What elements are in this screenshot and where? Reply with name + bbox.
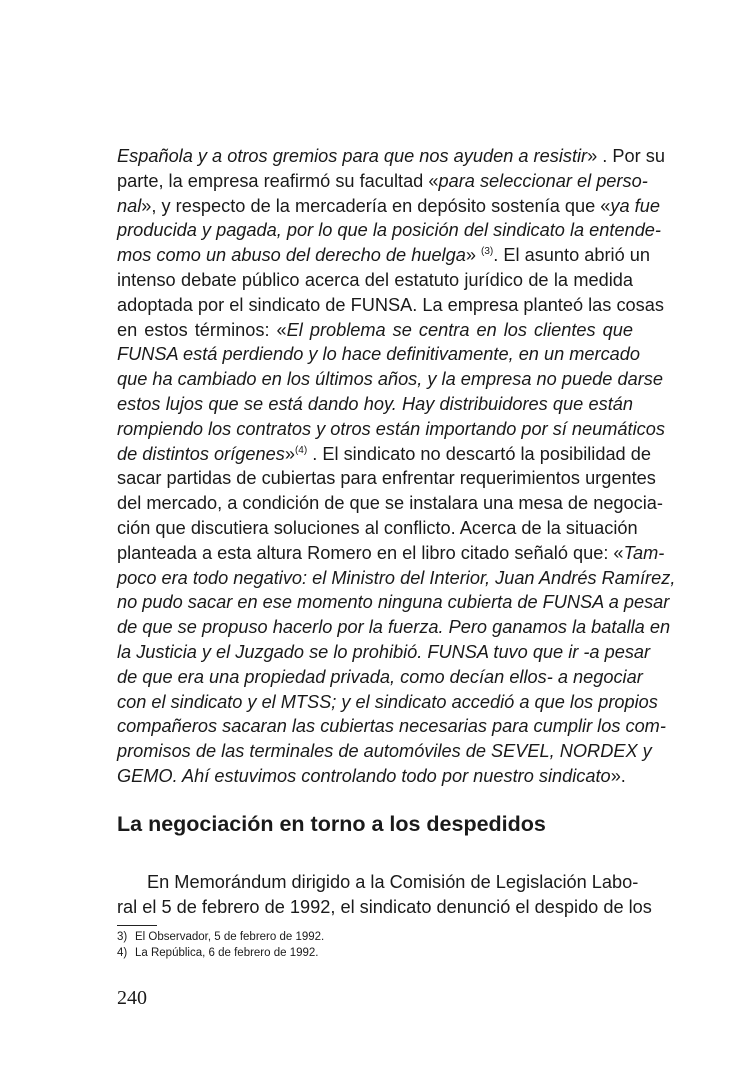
quoted-text: promisos de las terminales de automóviles de SEVEL, NORDEX y: [117, 741, 652, 762]
text-segment: »: [284, 443, 295, 464]
text-segment: . El sindicato no descartó la posibilidad de: [307, 443, 651, 464]
quoted-text: de que era una propiedad privada, como decían ellos- a negociar: [117, 666, 643, 687]
quoted-text: de que se propuso hacerlo por la fuerza. Pero ganamos la batalla en: [117, 617, 671, 638]
quoted-text: nal: [117, 195, 142, 216]
quoted-text: FUNSA está perdiendo y lo hace definitivamente, en un mercado: [117, 344, 641, 365]
text-segment: . El asunto abrió un: [493, 245, 650, 266]
text-segment: del mercado, a condición de que se instalara una mesa de negocia-: [117, 493, 663, 514]
text-line: ral el 5 de febrero de 1992, el sindicato denunció el despido de los: [117, 896, 652, 917]
quoted-text: El problema se centra en los clientes que: [286, 319, 633, 340]
quoted-text: rompiendo los contratos y otros están importando por sí neumáticos: [117, 418, 665, 439]
text-line: [117, 690, 658, 715]
quoted-text: Española y a otros gremios para que nos ayuden a resistir: [117, 146, 588, 166]
text-line: [117, 714, 666, 739]
quoted-text: no pudo sacar en ese momento ninguna cubierta de FUNSA a pesar: [117, 592, 670, 613]
quoted-text: ya fue: [610, 195, 660, 216]
text-segment: planteada a esta altura Romero en el libro citado señaló que: «: [117, 542, 624, 563]
page-number: 240: [117, 987, 147, 1009]
text-segment: en estos términos: «: [117, 319, 287, 340]
text-segment: »: [465, 245, 482, 266]
text-line: [117, 293, 664, 318]
text-segment: ».: [610, 765, 626, 786]
quoted-text: la Justicia y el Juzgado se lo prohibió. FUNSA tuvo que ir -a pesar: [117, 641, 651, 662]
text-line: [117, 541, 665, 566]
quoted-text: mos como un abuso del derecho de huelga: [117, 245, 466, 266]
quoted-text: de distintos orígenes: [117, 443, 285, 464]
quoted-text: producida y pagada, por lo que la posición del sindicato la entende-: [117, 220, 661, 241]
quoted-text: GEMO. Ahí estuvimos controlando todo por nuestro sindicato: [117, 765, 611, 786]
text-line: [117, 466, 656, 491]
text-segment: » . Por su: [587, 146, 665, 166]
text-line: [117, 640, 651, 665]
text-line: [117, 442, 651, 467]
text-line: [117, 516, 638, 541]
footnote-number: 3): [117, 931, 128, 943]
text-line: [117, 590, 670, 615]
text-line: [117, 417, 665, 442]
text-segment: sacar partidas de cubiertas para enfrentar requerimientos urgentes: [117, 468, 656, 489]
section-heading: La negociación en torno a los despedidos: [117, 812, 546, 836]
text-line: [117, 764, 633, 789]
body-paragraph: [117, 144, 676, 789]
text-line: [117, 194, 660, 219]
text-line: [117, 169, 648, 194]
footnote-number: 4): [117, 947, 128, 959]
text-segment: adoptada por el sindicato de FUNSA. La empresa planteó las cosas: [117, 294, 664, 315]
text-segment: », y respecto de la mercadería en depósito sostenía que «: [141, 195, 611, 216]
text-segment: parte, la empresa reafirmó su facultad «: [117, 170, 439, 191]
quoted-text: para seleccionar el perso-: [438, 170, 648, 191]
quoted-text: estos lujos que se está dando hoy. Hay distribuidores que están: [117, 393, 633, 414]
text-line: [117, 392, 633, 417]
quoted-text: Tam-: [623, 542, 665, 563]
quoted-text: con el sindicato y el MTSS; y el sindicato accedió a que los propios: [117, 691, 658, 712]
text-segment: intenso debate público acerca del estatuto jurídico de la medida: [117, 269, 633, 290]
second-paragraph: [117, 870, 652, 920]
text-line: [117, 491, 663, 516]
quoted-text: compañeros sacaran las cubiertas necesarias para cumplir los com-: [117, 716, 666, 737]
text-line: [117, 342, 641, 367]
quoted-text: que ha cambiado en los últimos años, y la empresa no puede darse: [117, 369, 663, 390]
text-line: [117, 318, 633, 343]
footnote-reference: (4): [294, 444, 308, 456]
text-line: [117, 268, 633, 293]
text-line: [117, 243, 650, 268]
text-line: [117, 367, 663, 392]
text-line: [117, 218, 661, 243]
quoted-text: poco era todo negativo: el Ministro del Interior, Juan Andrés Ramírez,: [117, 567, 676, 588]
text-line: [117, 665, 643, 690]
footnote-text: El Observador, 5 de febrero de 1992.: [135, 931, 325, 943]
text-line: [117, 144, 665, 169]
text-line: [117, 566, 676, 591]
footnote-3: [117, 929, 324, 945]
footnote-reference: (3): [481, 246, 494, 258]
text-line: [117, 739, 652, 764]
text-line: [117, 615, 671, 640]
text-segment: ción que discutiera soluciones al conflicto. Acerca de la situación: [117, 517, 638, 538]
footnote-divider: [117, 925, 157, 926]
footnotes: [117, 929, 324, 961]
text-line: En Memorándum dirigido a la Comisión de Legislación Labo-: [147, 872, 639, 892]
footnote-text: La República, 6 de febrero de 1992.: [135, 947, 319, 959]
footnote-4: [117, 945, 324, 961]
